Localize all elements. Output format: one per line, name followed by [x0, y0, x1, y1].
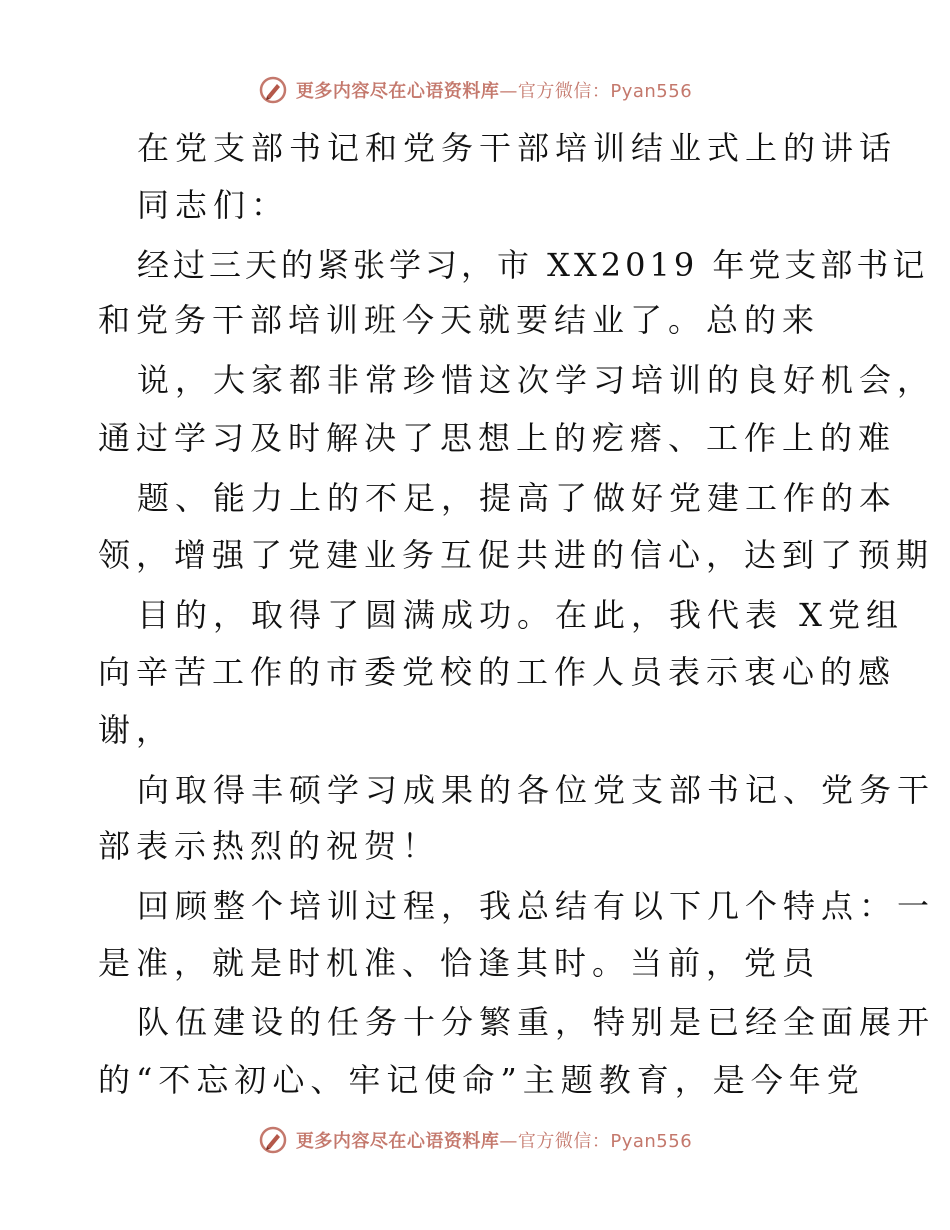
paragraph-line: 说，大家都非常珍惜这次学习培训的良好机会， [137, 361, 936, 399]
paragraph-line: 谢， [98, 711, 175, 749]
paragraph-line: 和党务干部培训班今天就要结业了。总的来 [98, 301, 821, 339]
paragraph-line: 向取得丰硕学习成果的各位党支部书记、党务干 [137, 771, 936, 809]
red-pen-seal-icon [258, 1125, 288, 1155]
paragraph-line: 队伍建设的任务十分繁重，特别是已经全面展开 [137, 1003, 936, 1041]
paragraph-line: 回顾整个培训过程，我总结有以下几个特点：一 [137, 887, 936, 925]
paragraph-line: 是准，就是时机准、恰逢其时。当前，党员 [98, 944, 821, 982]
paragraph-line: 部表示热烈的祝贺！ [98, 827, 441, 865]
document-title: 在党支部书记和党务干部培训结业式上的讲话 [137, 129, 898, 167]
paragraph-line: 领，增强了党建业务互促共进的信心，达到了预期 [98, 536, 935, 574]
paragraph-line: 经过三天的紧张学习，市 XX2019 年党支部书记 [137, 246, 929, 284]
watermark-text: 更多内容尽在心语资料库—官方微信：Pyan556 [295, 1131, 693, 1152]
salutation: 同志们： [137, 186, 290, 224]
watermark-text: 更多内容尽在心语资料库—官方微信：Pyan556 [295, 81, 693, 102]
paragraph-line: 通过学习及时解决了思想上的疙瘩、工作上的难 [98, 419, 897, 457]
paragraph-line: 目的，取得了圆满成功。在此，我代表 X党组 [137, 596, 904, 634]
footer-watermark-banner [0, 1120, 950, 1160]
paragraph-line: 题、能力上的不足，提高了做好党建工作的本 [137, 479, 898, 517]
paragraph-line: 向辛苦工作的市委党校的工作人员表示衷心的感 [98, 653, 897, 691]
paragraph-line: 的“不忘初心、牢记使命”主题教育，是今年党 [98, 1061, 865, 1099]
